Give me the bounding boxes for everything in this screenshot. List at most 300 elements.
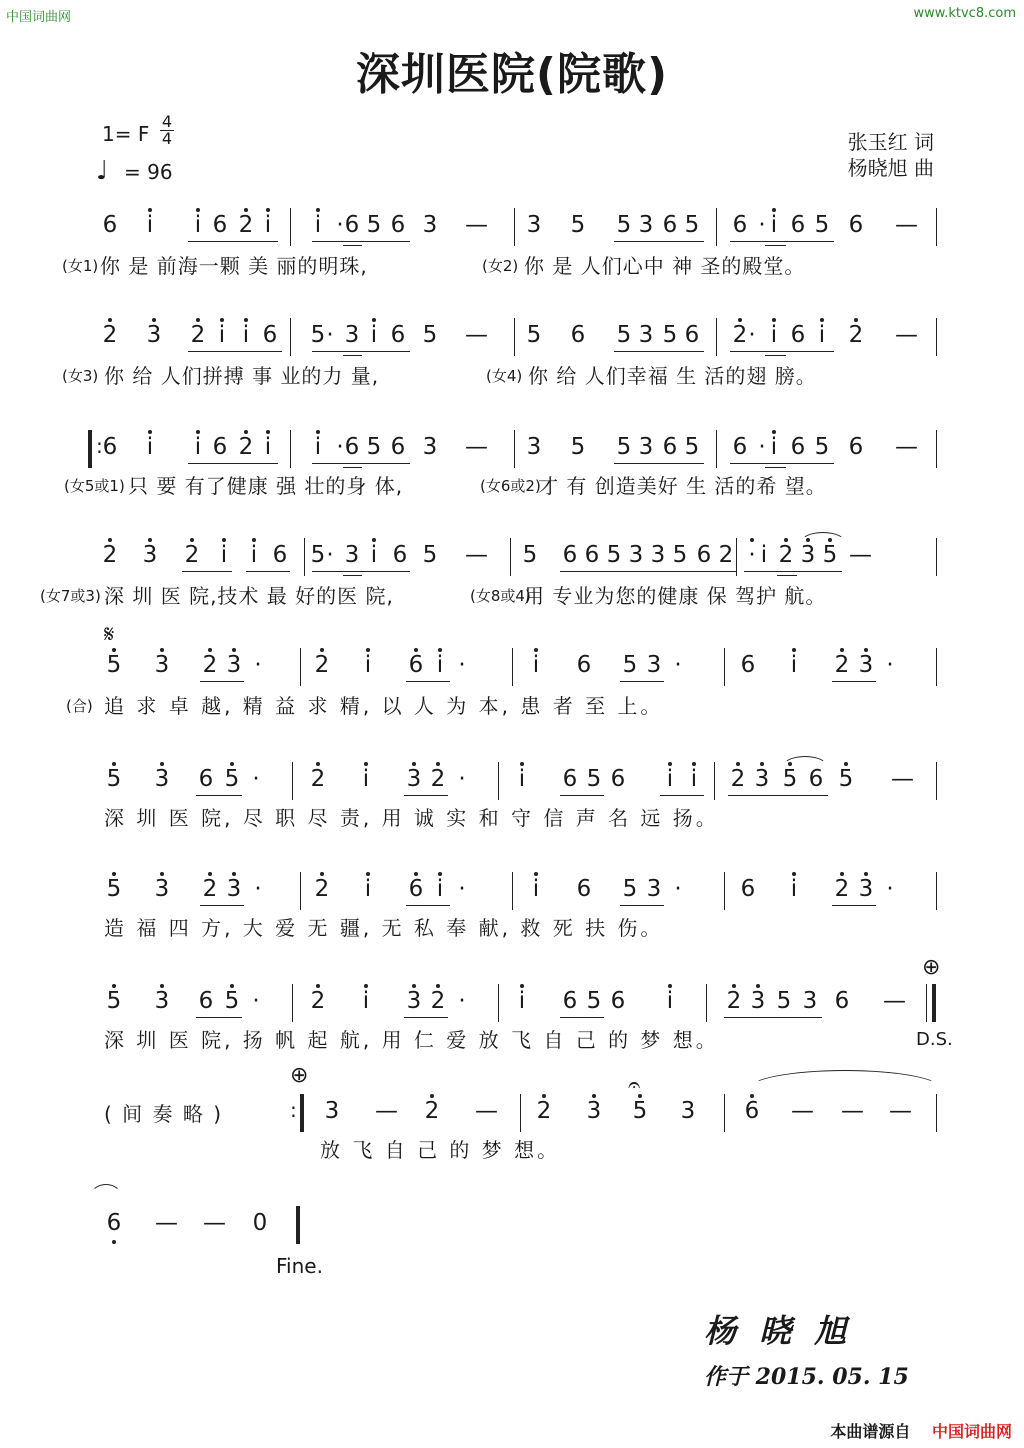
note: 5 <box>310 542 326 568</box>
lyric-line: 深 圳 医 院, 尽 职 尽 责, 用 诚 实 和 守 信 声 名 远 扬。 <box>104 806 719 830</box>
barline <box>520 1094 521 1132</box>
note: — <box>155 1210 178 1236</box>
note: i <box>220 542 228 568</box>
note: 3 <box>344 542 360 568</box>
note: 5 <box>782 766 798 792</box>
high-octave-dot <box>436 762 440 766</box>
barline <box>936 208 937 246</box>
note: i <box>314 434 322 460</box>
barline <box>724 872 725 910</box>
coda-icon: ⊕ <box>290 1063 309 1088</box>
note: 3 <box>154 876 170 902</box>
high-octave-dot <box>222 538 226 542</box>
note: — <box>891 766 914 792</box>
note: 6 <box>212 212 228 238</box>
note: 3 <box>638 434 654 460</box>
barline <box>290 430 291 468</box>
high-octave-dot <box>316 762 320 766</box>
note: · <box>252 988 260 1014</box>
note: 3 <box>638 322 654 348</box>
lyric-line: 用 专业为您的健康 保 驾护 航。 <box>524 584 827 608</box>
barline <box>936 872 937 910</box>
lyric-line: 你 给 人们幸福 生 活的翅 膀。 <box>528 364 817 388</box>
note: i <box>790 876 798 902</box>
high-octave-dot <box>756 984 760 988</box>
fine-mark: Fine. <box>276 1254 323 1278</box>
note: — <box>841 1098 864 1124</box>
note: i <box>194 434 202 460</box>
lyric-line: 你 是 人们心中 神 圣的殿堂。 <box>524 254 806 278</box>
note: i <box>532 652 540 678</box>
note: 3 <box>858 876 874 902</box>
barline <box>724 648 725 686</box>
high-octave-dot <box>760 762 764 766</box>
high-octave-dot <box>736 762 740 766</box>
note: — <box>375 1098 398 1124</box>
note: 6 <box>732 434 748 460</box>
barline <box>926 984 927 1022</box>
high-octave-dot <box>112 762 116 766</box>
barline <box>936 538 937 576</box>
eighth-underline <box>614 463 704 464</box>
barline <box>514 430 515 468</box>
note: 3 <box>344 322 360 348</box>
note: 2 <box>310 766 326 792</box>
note: 6 <box>262 322 278 348</box>
high-octave-dot <box>244 430 248 434</box>
note: — <box>895 212 918 238</box>
high-octave-dot <box>414 648 418 652</box>
watermark-left: 中国词曲网 <box>6 10 72 25</box>
note: — <box>895 322 918 348</box>
verse-label: (女1) <box>62 257 99 275</box>
note: i <box>194 212 202 238</box>
composer-credit: 杨晓旭 曲 <box>847 156 934 180</box>
note: 3 <box>650 542 666 568</box>
high-octave-dot <box>316 430 320 434</box>
note: i <box>146 434 154 460</box>
note: 5 <box>684 434 700 460</box>
note: 5 <box>106 652 122 678</box>
note: — <box>465 322 488 348</box>
note: 3 <box>154 766 170 792</box>
note: 6 <box>390 434 406 460</box>
high-octave-dot <box>320 648 324 652</box>
note: 2 <box>730 766 746 792</box>
barline <box>714 762 715 800</box>
note: i <box>314 212 322 238</box>
note: i <box>364 876 372 902</box>
low-octave-dot <box>112 1240 116 1244</box>
eighth-underline <box>246 571 290 572</box>
high-octave-dot <box>854 318 858 322</box>
note: 5 <box>570 212 586 238</box>
sixteenth-underline <box>765 245 786 246</box>
final-barline <box>932 984 936 1022</box>
note: 5 <box>622 876 638 902</box>
note: 5 <box>662 322 678 348</box>
note: 6 <box>610 988 626 1014</box>
time-signature-top: 4 <box>161 112 173 131</box>
note: i <box>770 434 778 460</box>
barline <box>716 430 717 468</box>
note: 6 <box>696 542 712 568</box>
note: 3 <box>226 652 242 678</box>
verse-label: (合) <box>66 697 93 715</box>
high-octave-dot <box>772 430 776 434</box>
note: 2 <box>102 542 118 568</box>
note: i <box>690 766 698 792</box>
eighth-underline <box>724 1017 822 1018</box>
note: 5 <box>814 212 830 238</box>
high-octave-dot <box>738 318 742 322</box>
note: · <box>254 652 262 678</box>
note: 5 <box>616 322 632 348</box>
eighth-underline <box>196 1017 242 1018</box>
note: i <box>518 988 526 1014</box>
high-octave-dot <box>112 648 116 652</box>
lyric-line: 你 是 前海一颗 美 丽的明珠, <box>100 254 368 278</box>
note: 3 <box>646 876 662 902</box>
note: 3 <box>406 988 422 1014</box>
high-octave-dot <box>840 872 844 876</box>
note: 3 <box>754 766 770 792</box>
note: · <box>458 988 466 1014</box>
high-octave-dot <box>148 538 152 542</box>
note: · <box>748 322 756 348</box>
note: i <box>146 212 154 238</box>
note: i <box>218 322 226 348</box>
note: 2 <box>834 652 850 678</box>
eighth-underline <box>312 571 410 572</box>
note: i <box>666 766 674 792</box>
note: · <box>336 434 344 460</box>
high-octave-dot <box>196 208 200 212</box>
high-octave-dot <box>430 1094 434 1098</box>
note: 6 <box>102 212 118 238</box>
signature-name: 杨 晓 旭 <box>704 1312 853 1350</box>
note: 5 <box>570 434 586 460</box>
eighth-underline <box>182 571 232 572</box>
eighth-underline <box>728 795 828 796</box>
high-octave-dot <box>414 872 418 876</box>
eighth-underline <box>404 795 448 796</box>
note: 6 <box>610 766 626 792</box>
barline <box>936 318 937 356</box>
note: i <box>264 212 272 238</box>
high-octave-dot <box>412 984 416 988</box>
high-octave-dot <box>266 430 270 434</box>
note: 2 <box>184 542 200 568</box>
note: 6 <box>808 766 824 792</box>
note: i <box>242 322 250 348</box>
note: 5 <box>606 542 622 568</box>
lyric-line: 放 飞 自 己 的 梦 想。 <box>320 1138 561 1162</box>
note: i <box>436 652 444 678</box>
lyricist-credit: 张玉红 词 <box>847 130 934 154</box>
note: 6 <box>744 1098 760 1124</box>
note: 3 <box>586 1098 602 1124</box>
note: 3 <box>858 652 874 678</box>
note: 3 <box>422 434 438 460</box>
note: 5 <box>526 322 542 348</box>
note: i <box>818 322 826 348</box>
note: — <box>465 542 488 568</box>
high-octave-dot <box>112 872 116 876</box>
note: · <box>326 322 334 348</box>
sixteenth-underline <box>343 355 362 356</box>
note: 6 <box>570 322 586 348</box>
sixteenth-underline <box>765 467 786 468</box>
note: 2 <box>238 434 254 460</box>
note: i <box>436 876 444 902</box>
high-octave-dot <box>750 1094 754 1098</box>
note: 5 <box>106 988 122 1014</box>
note: 6 <box>576 876 592 902</box>
note: 3 <box>422 212 438 238</box>
barline <box>936 1094 937 1132</box>
eighth-underline <box>660 795 704 796</box>
note: · <box>458 652 466 678</box>
high-octave-dot <box>542 1094 546 1098</box>
high-octave-dot <box>208 648 212 652</box>
high-octave-dot <box>160 762 164 766</box>
note: — <box>849 542 872 568</box>
note: 6 <box>790 212 806 238</box>
note: 5 <box>616 212 632 238</box>
lyric-line: 才 有 创造美好 生 活的希 望。 <box>538 474 827 498</box>
barline <box>736 538 737 576</box>
note: i <box>362 766 370 792</box>
lyric-line: 追 求 卓 越, 精 益 求 精, 以 人 为 本, 患 者 至 上。 <box>104 694 664 718</box>
eighth-underline <box>404 1017 448 1018</box>
barline <box>304 538 305 576</box>
high-octave-dot <box>820 318 824 322</box>
quarter-note-icon: ♩ <box>96 156 109 186</box>
note: — <box>465 212 488 238</box>
note: 3 <box>800 542 816 568</box>
note: · <box>254 876 262 902</box>
barline <box>498 762 499 800</box>
segno-icon: 𝄋 <box>104 620 115 648</box>
eighth-underline <box>730 351 834 352</box>
signature-date: 作于 2015. 05. 15 <box>704 1364 909 1390</box>
high-octave-dot <box>412 762 416 766</box>
coda-icon: ⊕ <box>922 955 941 980</box>
barline <box>512 872 513 910</box>
high-octave-dot <box>592 1094 596 1098</box>
note: 2 <box>726 988 742 1014</box>
tie-start <box>90 1184 122 1197</box>
repeat-end-barline <box>300 1094 304 1132</box>
repeat-end-dots: : <box>290 1098 297 1122</box>
note: · <box>886 652 894 678</box>
sixteenth-underline <box>765 355 786 356</box>
note: 3 <box>406 766 422 792</box>
eighth-underline <box>832 681 876 682</box>
high-octave-dot <box>230 762 234 766</box>
barline <box>510 538 511 576</box>
note: 2 <box>314 876 330 902</box>
high-octave-dot <box>372 538 376 542</box>
high-octave-dot <box>864 648 868 652</box>
note: 2 <box>202 876 218 902</box>
note: 3 <box>802 988 818 1014</box>
high-octave-dot <box>366 872 370 876</box>
note: 3 <box>324 1098 340 1124</box>
eighth-underline <box>614 241 704 242</box>
eighth-underline <box>730 241 834 242</box>
note: 5 <box>224 988 240 1014</box>
high-octave-dot <box>208 872 212 876</box>
note: i <box>770 322 778 348</box>
eighth-underline <box>312 241 410 242</box>
note: — <box>465 434 488 460</box>
note: 6 <box>662 434 678 460</box>
high-octave-dot <box>772 318 776 322</box>
note: — <box>791 1098 814 1124</box>
tie-long <box>748 1070 942 1089</box>
high-octave-dot <box>692 762 696 766</box>
note: 6 <box>662 212 678 238</box>
sixteenth-underline <box>343 467 362 468</box>
note: 3 <box>146 322 162 348</box>
note: 2 <box>848 322 864 348</box>
barline <box>292 762 293 800</box>
note: 6 <box>684 322 700 348</box>
note: 3 <box>142 542 158 568</box>
note: i <box>532 876 540 902</box>
note: i <box>370 322 378 348</box>
note: 6 <box>576 652 592 678</box>
note: · <box>758 212 766 238</box>
note: · <box>458 876 466 902</box>
barline <box>290 208 291 246</box>
note: i <box>760 542 768 568</box>
high-octave-dot <box>840 648 844 652</box>
high-octave-dot <box>266 208 270 212</box>
verse-label: (女5或1) <box>64 477 125 495</box>
note: 6 <box>390 212 406 238</box>
note: 5 <box>776 988 792 1014</box>
note: i <box>362 988 370 1014</box>
high-octave-dot <box>772 208 776 212</box>
note: i <box>790 652 798 678</box>
eighth-underline <box>196 795 242 796</box>
note: 3 <box>750 988 766 1014</box>
note: 5 <box>366 434 382 460</box>
eighth-underline <box>200 681 244 682</box>
note: 5 <box>616 434 632 460</box>
high-octave-dot <box>844 762 848 766</box>
high-octave-dot <box>148 208 152 212</box>
note: 5 <box>622 652 638 678</box>
eighth-underline <box>406 905 450 906</box>
note: 3 <box>646 652 662 678</box>
note: 6 <box>344 212 360 238</box>
note: 5 <box>838 766 854 792</box>
note: 6 <box>212 434 228 460</box>
high-octave-dot <box>108 318 112 322</box>
page-title: 深圳医院(院歌) <box>355 49 669 100</box>
note: 6 <box>198 766 214 792</box>
note: i <box>264 434 272 460</box>
barline <box>512 648 513 686</box>
lyric-line: 造 福 四 方, 大 爱 无 疆, 无 私 奉 献, 救 死 扶 伤。 <box>104 916 664 940</box>
high-octave-dot <box>534 648 538 652</box>
note: — <box>475 1098 498 1124</box>
note: i <box>250 542 258 568</box>
note: 3 <box>680 1098 696 1124</box>
note: 6 <box>732 212 748 238</box>
note: 2 <box>718 542 734 568</box>
note: 3 <box>526 434 542 460</box>
note: 6 <box>408 876 424 902</box>
high-octave-dot <box>750 538 754 542</box>
note: 5 <box>672 542 688 568</box>
note: i <box>666 988 674 1014</box>
watermark-right: www.ktvc8.com <box>913 6 1016 21</box>
key-signature: 1= F <box>102 122 150 146</box>
eighth-underline <box>620 681 664 682</box>
note: 5 <box>586 766 602 792</box>
slur <box>782 756 828 767</box>
eighth-underline <box>560 1017 604 1018</box>
note: 6 <box>740 876 756 902</box>
interlude-label: ( 间 奏 略 ) <box>104 1102 224 1126</box>
verse-label: (女6或2) <box>480 477 541 495</box>
note: 2 <box>102 322 118 348</box>
time-signature-bottom: 4 <box>161 129 173 148</box>
note: 5 <box>224 766 240 792</box>
note: · <box>458 766 466 792</box>
high-octave-dot <box>108 538 112 542</box>
note: 2 <box>314 652 330 678</box>
note: 0 <box>252 1210 268 1236</box>
high-octave-dot <box>220 318 224 322</box>
sixteenth-underline <box>777 575 797 576</box>
barline <box>292 984 293 1022</box>
lyric-line: 深 圳 医 院,技术 最 好的医 院, <box>104 584 394 608</box>
high-octave-dot <box>316 984 320 988</box>
high-octave-dot <box>252 538 256 542</box>
note: 2 <box>430 988 446 1014</box>
note: 6 <box>848 434 864 460</box>
note: 6 <box>562 988 578 1014</box>
eighth-underline <box>730 463 834 464</box>
note: 6 <box>344 434 360 460</box>
note: i <box>770 212 778 238</box>
tempo-value: = 96 <box>124 160 173 184</box>
note: 6 <box>834 988 850 1014</box>
note: 6 <box>272 542 288 568</box>
verse-label: (女2) <box>482 257 519 275</box>
eighth-underline <box>406 681 450 682</box>
note: 5 <box>684 212 700 238</box>
barline <box>498 984 499 1022</box>
note: 5 <box>822 542 838 568</box>
note: 5 <box>422 542 438 568</box>
verse-label: (女8或4) <box>470 587 531 605</box>
high-octave-dot <box>232 872 236 876</box>
note: 6 <box>198 988 214 1014</box>
note: 3 <box>628 542 644 568</box>
note: 6 <box>562 766 578 792</box>
barline <box>936 762 937 800</box>
barline <box>290 318 291 356</box>
note: 6 <box>848 212 864 238</box>
note: 3 <box>526 212 542 238</box>
